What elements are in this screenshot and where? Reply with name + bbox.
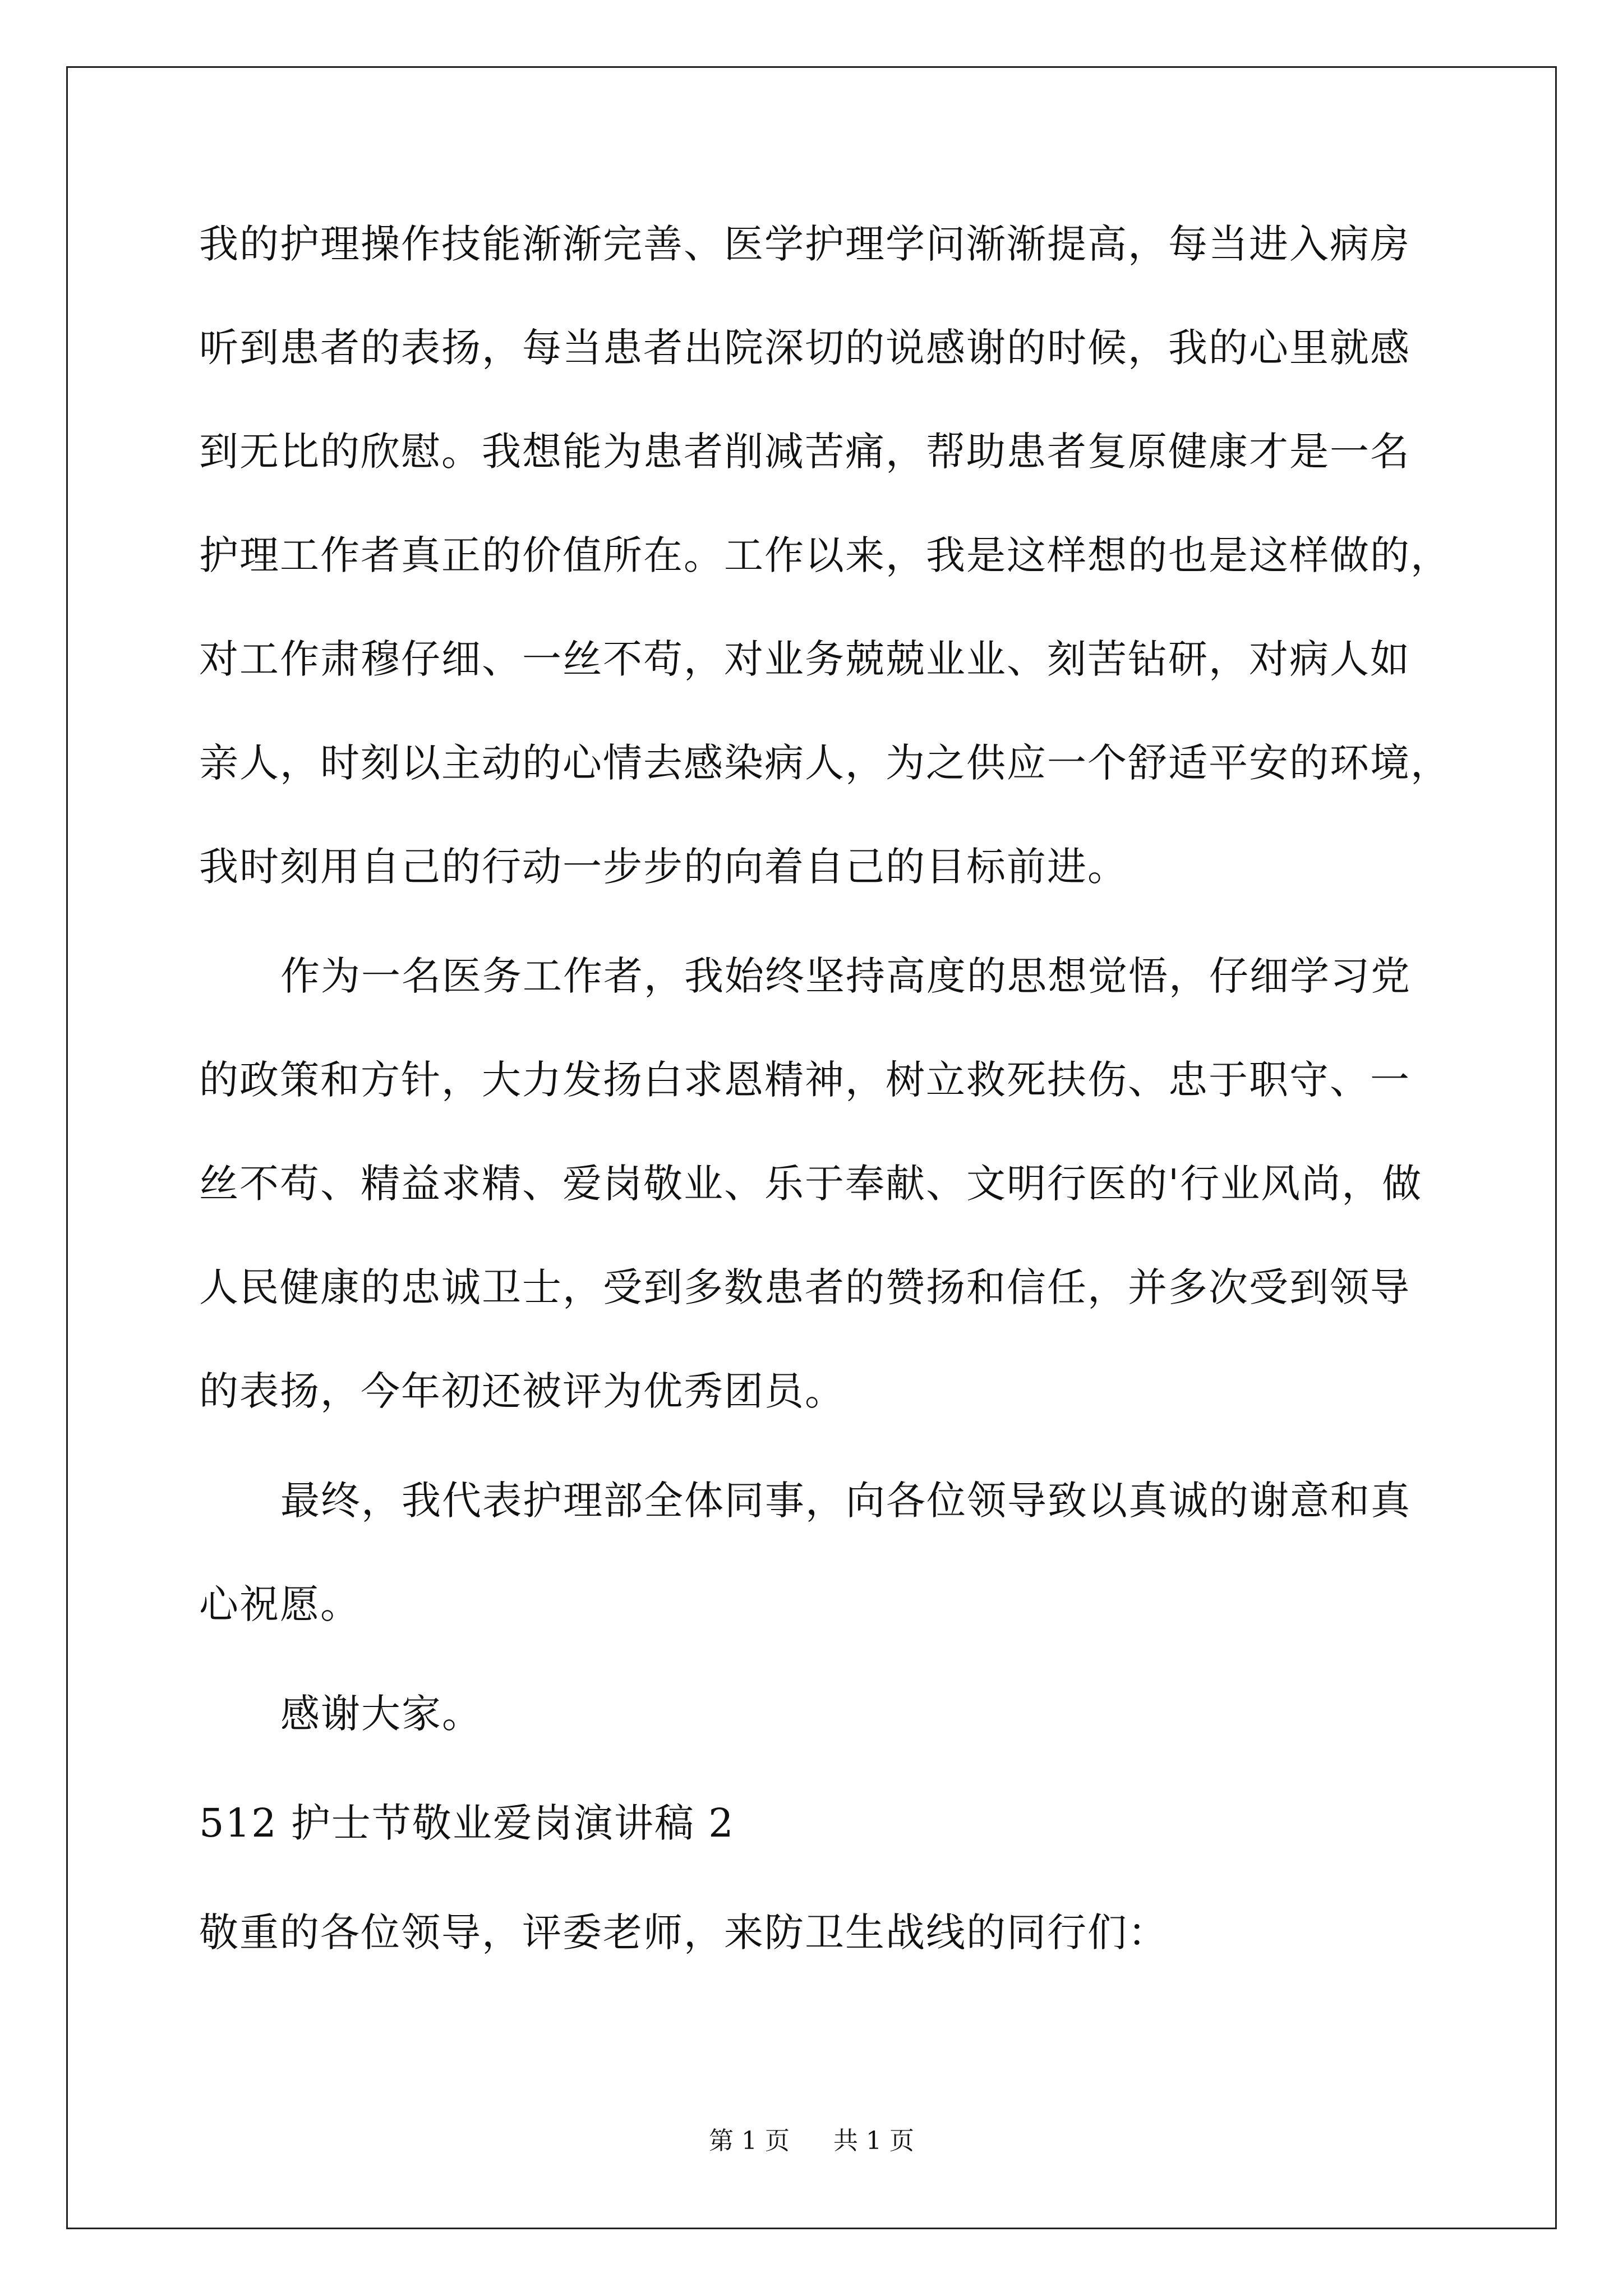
section-heading: 512 护士节敬业爱岗演讲稿 2 bbox=[199, 1800, 735, 1846]
body-line: 人民健康的忠诚卫士，受到多数患者的赞扬和信任，并多次受到领导 bbox=[199, 1264, 1410, 1310]
page-footer bbox=[0, 2124, 1623, 2158]
body-line: 的政策和方针，大力发扬白求恩精神，树立救死扶伤、忠于职守、一 bbox=[199, 1057, 1410, 1103]
body-line: 到无比的欣慰。我想能为患者削减苦痛，帮助患者复原健康才是一名 bbox=[199, 429, 1410, 475]
body-line: 护理工作者真正的价值所在。工作以来，我是这样想的也是这样做的， bbox=[199, 532, 1451, 578]
body-line: 我时刻用自己的行动一步步的向着自己的目标前进。 bbox=[199, 844, 1128, 890]
salutation-line: 敬重的各位领导，评委老师，来防卫生战线的同行们： bbox=[199, 1910, 1168, 1955]
thanks-line: 感谢大家。 bbox=[280, 1691, 482, 1737]
body-line: 心祝愿。 bbox=[199, 1581, 361, 1627]
body-line: 听到患者的表扬，每当患者出院深切的说感谢的时候，我的心里就感 bbox=[199, 325, 1410, 371]
body-line: 的表扬，今年初还被评为优秀团员。 bbox=[199, 1368, 845, 1414]
body-line: 丝不苟、精益求精、爱岗敬业、乐于奉献、文明行医的'行业风尚，做 bbox=[199, 1161, 1423, 1207]
paragraph-start-line: 最终，我代表护理部全体同事，向各位领导致以真诚的谢意和真 bbox=[280, 1478, 1411, 1524]
page-number: 第 1 页 bbox=[709, 2127, 790, 2155]
paragraph-start-line: 作为一名医务工作者，我始终坚持高度的思想觉悟，仔细学习党 bbox=[280, 953, 1411, 999]
body-line: 对工作肃穆仔细、一丝不苟，对业务兢兢业业、刻苦钻研，对病人如 bbox=[199, 636, 1410, 682]
page-border bbox=[66, 66, 1557, 2229]
body-line: 我的护理操作技能渐渐完善、医学护理学问渐渐提高，每当进入病房 bbox=[199, 221, 1410, 267]
body-line: 亲人，时刻以主动的心情去感染病人，为之供应一个舒适平安的环境， bbox=[199, 740, 1451, 786]
page-total: 共 1 页 bbox=[833, 2127, 914, 2155]
